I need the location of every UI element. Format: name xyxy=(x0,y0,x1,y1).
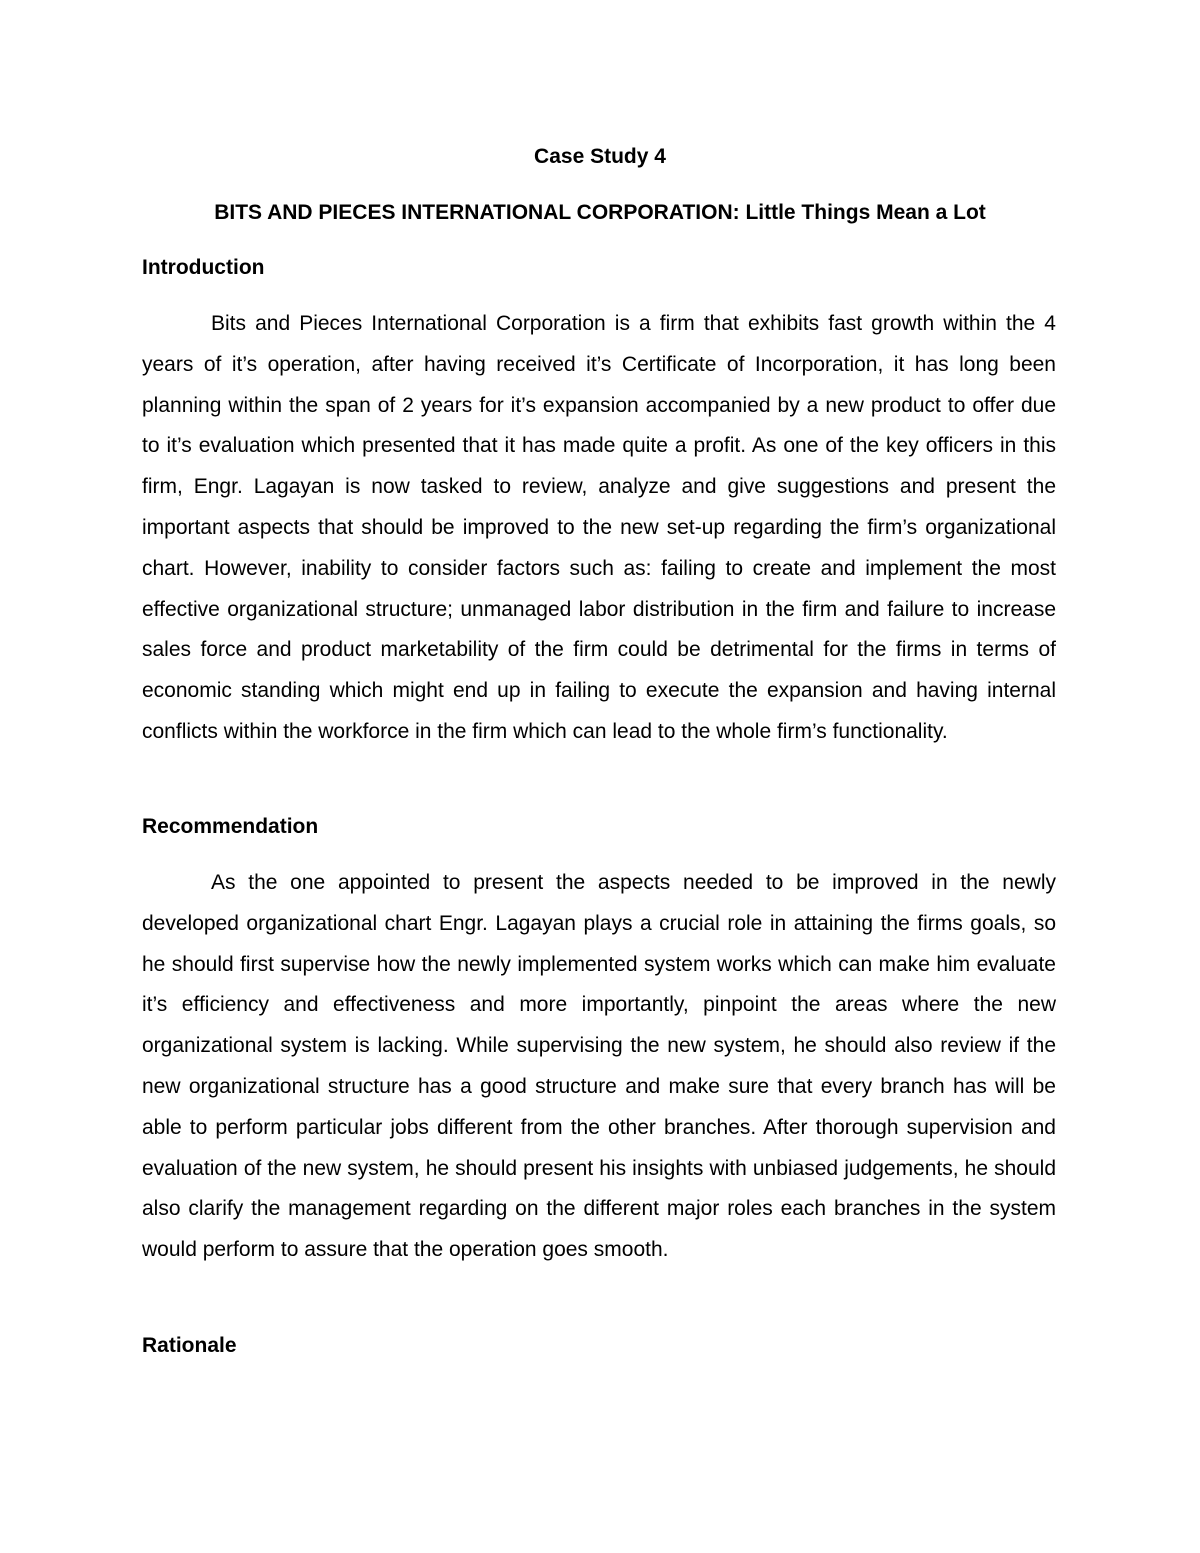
document-title: Case Study 4 xyxy=(534,145,666,168)
section-paragraph-introduction: Bits and Pieces International Corporation is a firm that exhibits fast growth within the 4 years of it’s operation, after having received it’s Certificate of Incorporation, it has long been planning within the span of 2 years for it’s expansion accompanied by a new product to offer due to it’s evaluation which presented that it has made quite a profit. As one of the key officers in this firm, Engr. Lagayan is now tasked to review, analyze and give suggestions and present the important aspects that should be improved to the new set-up regarding the firm’s organizational chart. However, inability to consider factors such as: failing to create and implement the most effective organizational structure; unmanaged labor distribution in the firm and failure to increase sales force and product marketability of the firm could be detrimental for the firms in terms of economic standing which might end up in failing to execute the expansion and having internal conflicts within the workforce in the firm which can lead to the whole firm’s functionality. xyxy=(142,312,1056,743)
section-heading-introduction: Introduction xyxy=(142,256,265,279)
section-heading-rationale: Rationale xyxy=(142,1334,237,1357)
section-paragraph-recommendation: As the one appointed to present the aspects needed to be improved in the newly developed organizational chart Engr. Lagayan plays a crucial role in attaining the firms goals, so he should first supervise how the newly implemented system works which can make him evaluate it’s efficiency and effectiveness and more importantly, pinpoint the areas where the new organizational system is lacking. While supervising the new system, he should also review if the new organizational structure has a good structure and make sure that every branch has will be able to perform particular jobs different from the other branches. After thorough supervision and evaluation of the new system, he should present his insights with unbiased judgements, he should also clarify the management regarding on the different major roles each branches in the system would perform to assure that the operation goes smooth. xyxy=(142,871,1056,1262)
section-heading-recommendation: Recommendation xyxy=(142,815,319,838)
document-subtitle: BITS AND PIECES INTERNATIONAL CORPORATION: Little Things Mean a Lot xyxy=(214,201,986,224)
